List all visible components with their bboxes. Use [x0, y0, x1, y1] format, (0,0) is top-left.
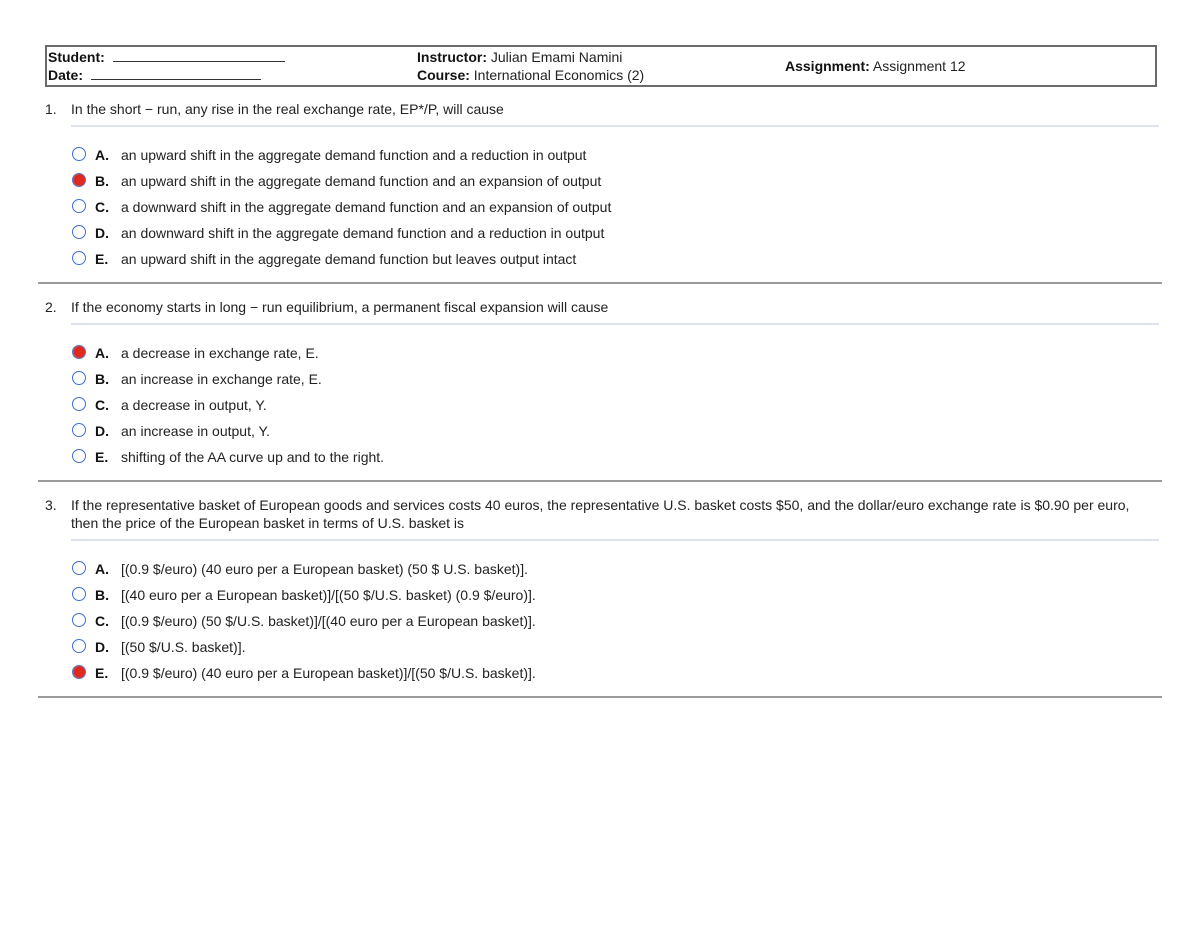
question-prompt: If the economy starts in long − run equilibrium, a permanent fiscal expansion will cause	[71, 299, 609, 315]
instructor-value: Julian Emami Namini	[490, 49, 623, 65]
course-label: Course:	[417, 67, 470, 83]
option-letter: A.	[95, 561, 109, 577]
assignment-header	[45, 45, 1157, 87]
course-field	[417, 66, 644, 84]
question-1	[45, 100, 1157, 267]
radio-button-selected[interactable]	[72, 665, 86, 679]
option-letter: A.	[95, 345, 109, 361]
radio-button[interactable]	[72, 423, 86, 437]
question-prompt: If the representative basket of European goods and services costs 40 euros, the representative U.S. basket costs $50, and the dollar/euro exchange rate is $0.90 per euro, then the price of the European basket in terms of U.S. basket is	[71, 497, 1130, 531]
option-text: a decrease in exchange rate, E.	[121, 345, 319, 361]
question-separator	[38, 282, 1162, 284]
question-text	[45, 100, 1157, 118]
radio-button[interactable]	[72, 587, 86, 601]
question-prompt: In the short − run, any rise in the real exchange rate, EP*/P, will cause	[71, 101, 504, 117]
option-letter: E.	[95, 251, 109, 267]
option-letter: B.	[95, 173, 109, 189]
radio-button[interactable]	[72, 199, 86, 213]
option-letter: A.	[95, 147, 109, 163]
assignment-value: Assignment 12	[872, 58, 966, 74]
question-rule	[71, 539, 1159, 541]
option-letter: D.	[95, 639, 109, 655]
radio-button[interactable]	[72, 613, 86, 627]
course-value: International Economics (2)	[473, 67, 645, 83]
option-letter: D.	[95, 423, 109, 439]
instructor-field	[417, 48, 622, 66]
radio-button-selected[interactable]	[72, 173, 86, 187]
option-text: an increase in output, Y.	[121, 423, 270, 439]
question-separator	[38, 696, 1162, 698]
date-label: Date:	[48, 67, 84, 83]
option-letter: B.	[95, 587, 109, 603]
question-rule	[71, 125, 1159, 127]
date-blank	[91, 67, 261, 80]
option-text: an upward shift in the aggregate demand function but leaves output intact	[121, 251, 577, 267]
option-letter: C.	[95, 397, 109, 413]
question-text	[45, 496, 1157, 532]
question-number: 1.	[45, 101, 57, 117]
option-text: [(50 $/U.S. basket)].	[121, 639, 246, 655]
radio-button-selected[interactable]	[72, 345, 86, 359]
radio-button[interactable]	[72, 251, 86, 265]
option-text: an increase in exchange rate, E.	[121, 371, 322, 387]
option-text: an downward shift in the aggregate demand function and a reduction in output	[121, 225, 605, 241]
assignment-field	[785, 57, 966, 75]
radio-button[interactable]	[72, 561, 86, 575]
option-text: [(40 euro per a European basket)]/[(50 $/U.S. basket) (0.9 $/euro)].	[121, 587, 536, 603]
option-text: [(0.9 $/euro) (50 $/U.S. basket)]/[(40 euro per a European basket)].	[121, 613, 536, 629]
radio-button[interactable]	[72, 449, 86, 463]
question-rule	[71, 323, 1159, 325]
instructor-label: Instructor:	[417, 49, 487, 65]
date-field	[48, 66, 261, 84]
question-text	[45, 298, 1157, 316]
question-separator	[38, 480, 1162, 482]
option-letter: C.	[95, 613, 109, 629]
option-letter: C.	[95, 199, 109, 215]
radio-button[interactable]	[72, 397, 86, 411]
student-blank	[113, 49, 285, 62]
radio-button[interactable]	[72, 639, 86, 653]
option-letter: E.	[95, 449, 109, 465]
student-field	[48, 48, 285, 66]
question-2	[45, 298, 1157, 465]
question-number: 3.	[45, 497, 57, 513]
option-letter: E.	[95, 665, 109, 681]
student-label: Student:	[48, 49, 105, 65]
option-text: [(0.9 $/euro) (40 euro per a European basket) (50 $ U.S. basket)].	[121, 561, 528, 577]
option-text: [(0.9 $/euro) (40 euro per a European basket)]/[(50 $/U.S. basket)].	[121, 665, 536, 681]
option-text: a downward shift in the aggregate demand function and an expansion of output	[121, 199, 612, 215]
option-text: an upward shift in the aggregate demand function and an expansion of output	[121, 173, 602, 189]
option-letter: B.	[95, 371, 109, 387]
question-3	[45, 496, 1157, 681]
option-text: an upward shift in the aggregate demand function and a reduction in output	[121, 147, 587, 163]
option-text: a decrease in output, Y.	[121, 397, 267, 413]
radio-button[interactable]	[72, 147, 86, 161]
question-number: 2.	[45, 299, 57, 315]
radio-button[interactable]	[72, 371, 86, 385]
radio-button[interactable]	[72, 225, 86, 239]
option-text: shifting of the AA curve up and to the right.	[121, 449, 385, 465]
option-letter: D.	[95, 225, 109, 241]
assignment-label: Assignment:	[785, 58, 870, 74]
